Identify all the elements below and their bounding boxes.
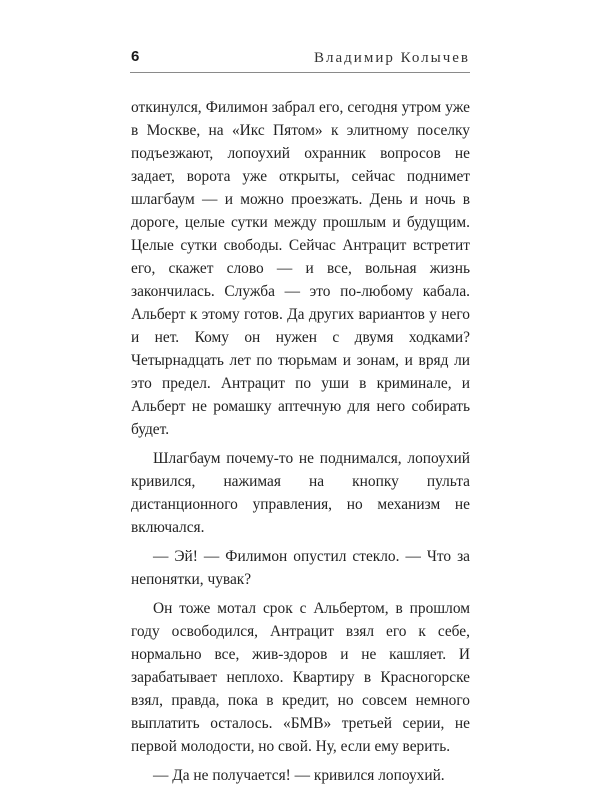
paragraph: — Эй! — Филимон опустил стекло. — Что за непонятки, чувак?: [131, 548, 470, 588]
body-text: [131, 96, 470, 787]
running-head-author: Владимир Колычев: [314, 50, 470, 66]
paragraph: Он тоже мотал срок с Альбертом, в прошлом году освободился, Антрацит взял его к себе, нормально все, жив-здоров и не кашляет. И зарабатывает неплохо. Квартиру в Красногорске взял, правда, пока в кредит, но совсем немного выплатить осталось. «БМВ» третьей серии, не первой молодости, но свой. Ну, если ему верить.: [131, 600, 470, 755]
paragraph: откинулся, Филимон забрал его, сегодня утром уже в Москве, на «Икс Пятом» к элитному поселку подъезжают, лопоухий охранник вопросов не задает, ворота уже открыты, сейчас поднимет шлагбаум — и можно проезжать. День и ночь в дороге, целые сутки между прошлым и будущим. Целые сутки свободы. Сейчас Антрацит встретит его, скажет слово — и все, вольная жизнь закончилась. Служба — это по-любому кабала. Альберт к этому готов. Да других вариантов у него и нет. Кому он нужен с двумя ходками? Четырнадцать лет по тюрьмам и зонам, и вряд ли это предел. Антрацит по уши в криминале, и Альберт не ромашку аптечную для него собирать будет.: [131, 99, 470, 438]
header-divider: [130, 72, 470, 73]
paragraph: — Да не получается! — кривился лопоухий.: [153, 767, 445, 784]
paragraph: Шлагбаум почему-то не поднимался, лопоухий кривился, нажимая на кнопку пульта дистанционного управления, но механизм не включался.: [131, 450, 470, 536]
page-number: 6: [131, 48, 140, 65]
